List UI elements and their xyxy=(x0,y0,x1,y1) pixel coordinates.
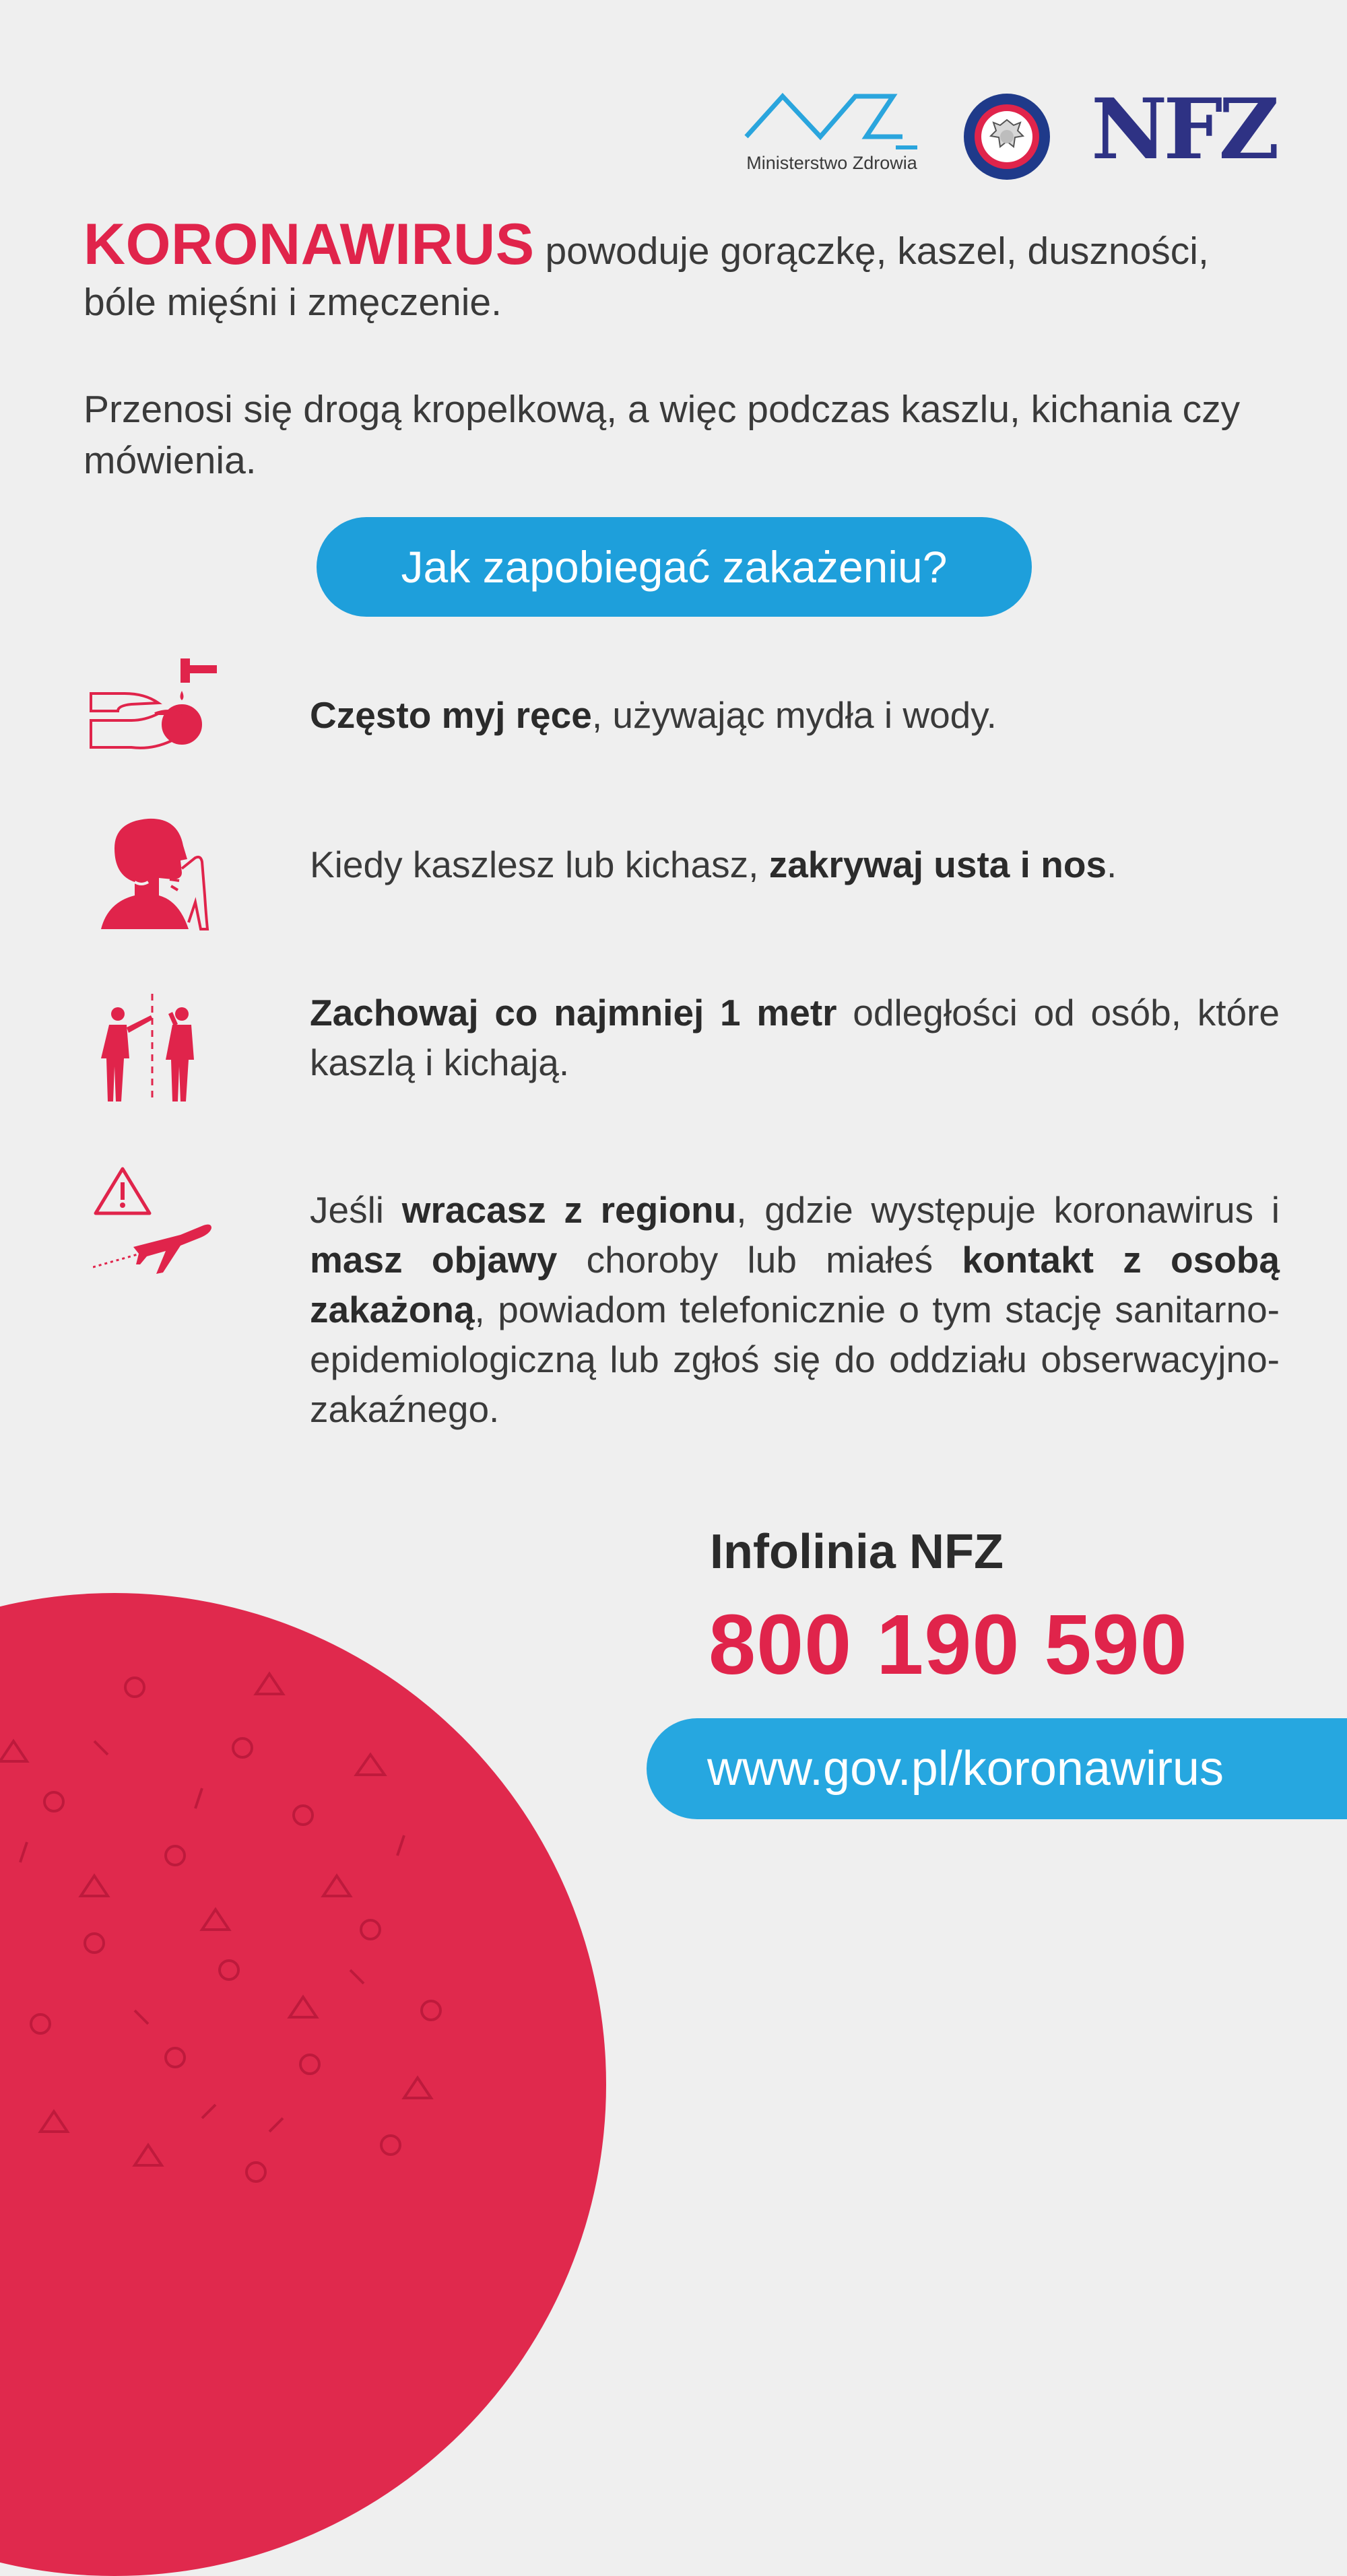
tip4-pre: Jeśli xyxy=(310,1189,402,1231)
tip1-bold: Często myj ręce xyxy=(310,694,592,736)
website-url[interactable]: www.gov.pl/koronawirus xyxy=(707,1742,1224,1796)
tip1-rest: , używając mydła i wody. xyxy=(591,694,997,736)
tip3-rest: odległości od osób, które kaszlą i kichają. xyxy=(310,992,1280,1083)
intro-paragraph-transmission: Przenosi się drogą kropelkową, a więc podczas kaszlu, kichania czy mówienia. xyxy=(84,388,1241,482)
prevention-heading-pill: Jak zapobiegać zakażeniu? xyxy=(317,517,1032,617)
tip4-bold3: kontakt z osobą zakażoną xyxy=(310,1239,1280,1330)
intro-symptoms-text: powoduje gorączkę, kaszel, duszności, bóle mięśni i zmęczenie. xyxy=(84,230,1209,324)
intro-paragraph-symptoms xyxy=(84,212,1282,328)
tip2-bold: zakrywaj usta i nos xyxy=(768,844,1107,885)
infoline-label: Infolinia NFZ xyxy=(710,1525,1004,1579)
tip4-mid2: choroby lub miałeś xyxy=(557,1239,962,1281)
tip4-rest: , powiadom telefonicznie o tym stację sanitarno-epidemiologiczną lub zgłoś się do oddziału obserwacyjno-zakaźnego. xyxy=(310,1289,1280,1430)
infoline-phone-number[interactable]: 800 190 590 xyxy=(709,1597,1188,1692)
sanitary-inspection-logo xyxy=(962,92,1052,182)
travel-warning-icon xyxy=(93,1166,214,1284)
nfz-logo xyxy=(1091,81,1276,178)
nfz-logo-text: NFZ xyxy=(1091,81,1276,178)
keyword-koronawirus: KORONAWIRUS xyxy=(84,212,535,277)
distance-icon xyxy=(94,990,202,1108)
confetti-pattern xyxy=(0,1593,606,2576)
tip-travel-contact xyxy=(310,1185,1280,1434)
tip-hand-washing xyxy=(310,690,1280,740)
ministry-of-health-logo xyxy=(741,84,923,178)
tip-keep-distance xyxy=(310,988,1280,1087)
tip4-bold2: masz objawy xyxy=(310,1239,558,1281)
psse-seal-icon xyxy=(962,92,1052,182)
tip4-bold1: wracasz z regionu xyxy=(401,1189,737,1231)
decorative-red-circle xyxy=(0,1593,606,2576)
tip-cover-mouth xyxy=(310,840,1280,889)
tip3-bold: Zachowaj co najmniej 1 metr xyxy=(310,992,837,1033)
mz-mark-icon xyxy=(741,84,923,151)
tip4-mid1: , gdzie występuje koronawirus i xyxy=(736,1189,1280,1231)
tip2-rest: . xyxy=(1107,844,1117,885)
hand-washing-icon xyxy=(88,653,222,764)
tip2-pre: Kiedy kaszlesz lub kichasz, xyxy=(310,844,769,885)
website-link-pill[interactable] xyxy=(647,1718,1347,1819)
cover-mouth-icon xyxy=(88,815,222,939)
mz-caption: Ministerstwo Zdrowia xyxy=(746,153,917,173)
